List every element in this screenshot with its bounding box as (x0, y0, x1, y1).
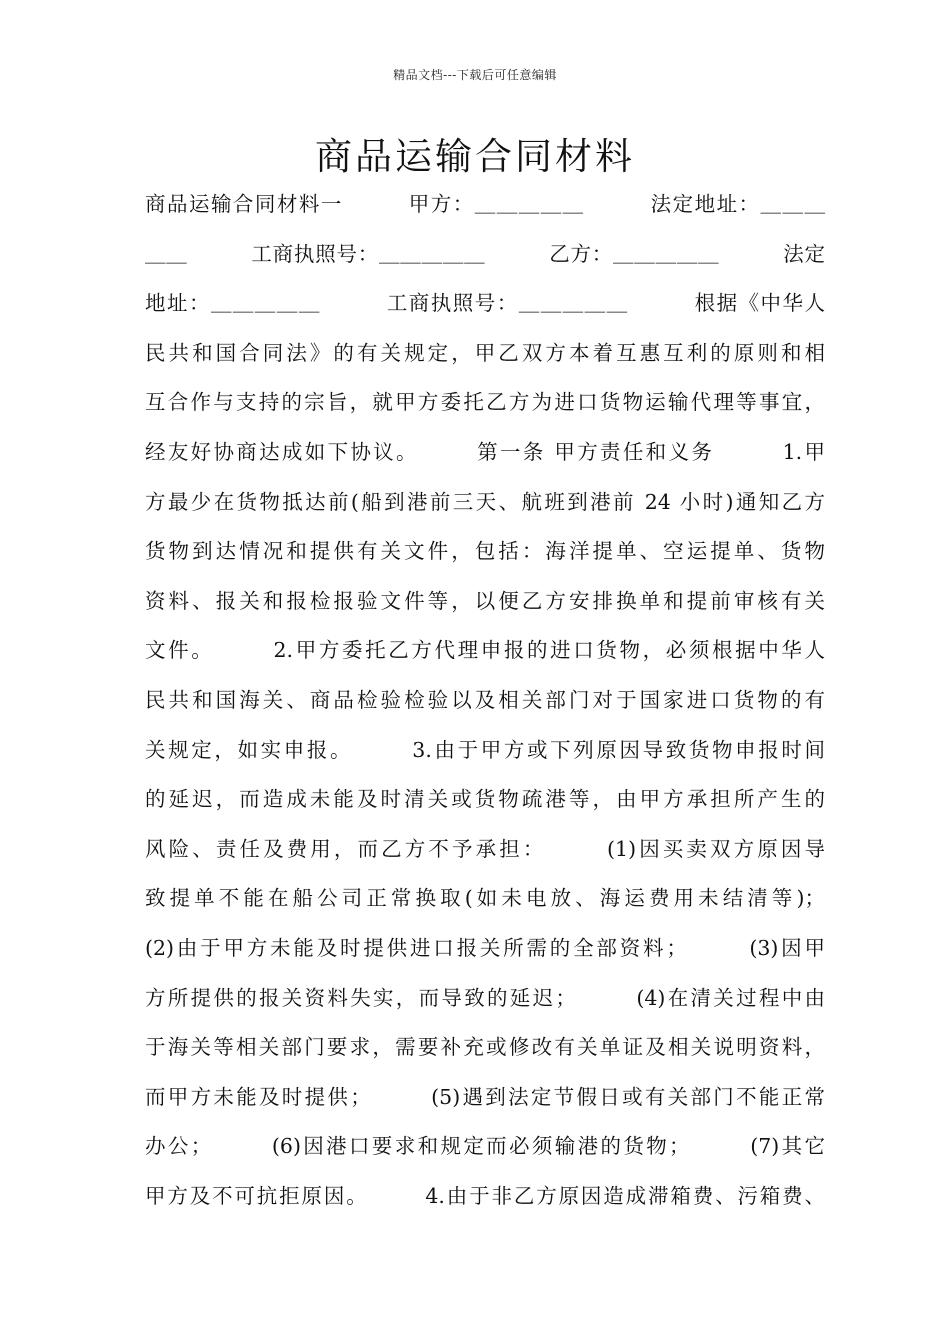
body-line-14: 风险、责任及费用，而乙方不予承担： (1)因买卖双方原因导 (145, 836, 825, 861)
body-line-13: 的延迟，而造成未能及时清关或货物疏港等，由甲方承担所产生的 (145, 787, 825, 812)
body-line-5: 互合作与支持的宗旨，就甲方委托乙方为进口货物运输代理等事宜， (145, 390, 825, 415)
body-line-7: 方最少在货物抵达前(船到港前三天、航班到港前 24 小时)通知乙方 (145, 489, 825, 514)
body-line-3: 地址：＿＿＿＿＿ 工商执照号：＿＿＿＿＿ 根据《中华人 (145, 291, 825, 316)
body-line-4: 民共和国合同法》的有关规定，甲乙双方本着互惠互利的原则和相 (145, 340, 825, 365)
body-line-8: 货物到达情况和提供有关文件，包括：海洋提单、空运提单、货物 (145, 539, 825, 564)
body-line-15: 致提单不能在船公司正常换取(如未电放、海运费用未结清等)； (145, 886, 825, 911)
body-line-20: 办公； (6)因港口要求和规定而必须输港的货物； (7)其它 (145, 1134, 825, 1159)
body-line-16: (2)由于甲方未能及时提供进口报关所需的全部资料； (3)因甲 (145, 935, 825, 960)
body-line-17: 方所提供的报关资料失实，而导致的延迟； (4)在清关过程中由 (145, 985, 825, 1010)
document-body (145, 180, 825, 1221)
header-note: 精品文档---下载后可任意编辑 (393, 68, 557, 82)
body-line-11: 民共和国海关、商品检验检验以及相关部门对于国家进口货物的有 (145, 687, 825, 712)
body-line-1: 商品运输合同材料一 甲方：＿＿＿＿＿ 法定地址：＿＿＿ (145, 192, 825, 216)
document-title: 商品运输合同材料 (315, 135, 635, 178)
body-line-6: 经友好协商达成如下协议。 第一条 甲方责任和义务 1.甲 (145, 439, 825, 464)
body-line-12: 关规定，如实申报。 3.由于甲方或下列原因导致货物申报时间 (145, 737, 825, 762)
body-line-19: 而甲方未能及时提供； (5)遇到法定节假日或有关部门不能正常 (145, 1084, 825, 1109)
body-line-21: 甲方及不可抗拒原因。 4.由于非乙方原因造成滞箱费、污箱费、 (145, 1183, 825, 1208)
body-line-2: ＿＿ 工商执照号：＿＿＿＿＿ 乙方：＿＿＿＿＿ 法定 (145, 241, 825, 266)
body-line-10: 文件。 2.甲方委托乙方代理申报的进口货物，必须根据中华人 (145, 638, 825, 663)
body-line-18: 于海关等相关部门要求，需要补充或修改有关单证及相关说明资料， (145, 1035, 825, 1060)
body-line-9: 资料、报关和报检报验文件等，以便乙方安排换单和提前审核有关 (145, 588, 825, 613)
